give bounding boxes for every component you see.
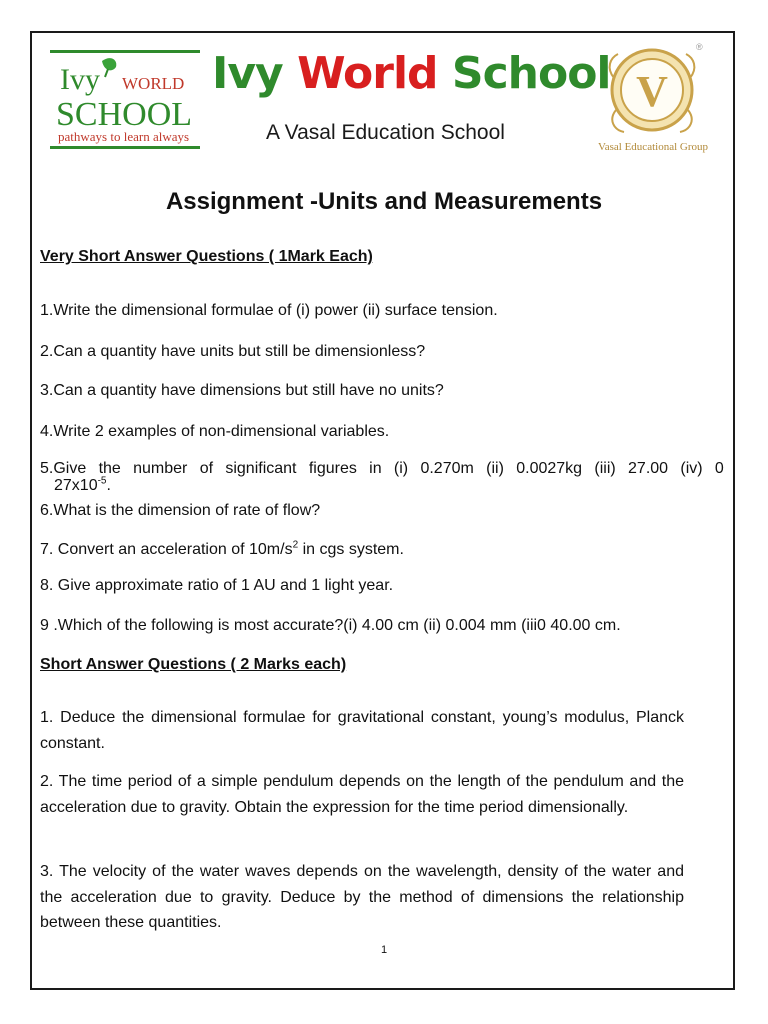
question-2-1: 1. Deduce the dimensional formulae for gravitational constant, young’s modulus, Planck constant. xyxy=(40,709,684,752)
school-tagline: A Vasal Education School xyxy=(266,121,505,144)
logo-school-text: SCHOOL xyxy=(56,96,193,133)
question-1-9: 9 .Which of the following is most accurate?(i) 4.00 cm (ii) 0.004 mm (iii0 40.00 cm. xyxy=(40,617,621,634)
school-name xyxy=(212,48,611,99)
assignment-title: Assignment -Units and Measurements xyxy=(165,188,603,215)
section-heading-very-short: Very Short Answer Questions ( 1Mark Each) xyxy=(40,248,373,265)
section-heading-short: Short Answer Questions ( 2 Marks each) xyxy=(40,656,347,673)
question-2-3: 3. The velocity of the water waves depends on the wavelength, density of the water and the acceleration due to gravity. Deduce by the method of dimensions the relationship between these quantities. xyxy=(40,863,684,931)
page-number: 1 xyxy=(380,944,388,956)
question-1-5-line2: $27x10^{-5}$. xyxy=(54,475,111,494)
question-1-2: 2.Can a quantity have units but still be dimensionless? xyxy=(40,343,426,360)
question-1-7: 7. Convert an acceleration of $10m/s^2$ in cgs system. xyxy=(40,539,404,558)
question-1-8: 8. Give approximate ratio of 1 AU and 1 light year. xyxy=(40,577,394,594)
logo-slogan-text: pathways to learn always xyxy=(58,129,190,144)
group-name: Vasal Educational Group xyxy=(598,141,708,153)
leaf-icon xyxy=(102,58,116,70)
question-1-5-line1: 5.Give the number of significant figures in (i) 0.270m (ii) 0.0027kg (iii) 27.00 (iv) 0 xyxy=(40,460,724,477)
school-name-ivy: Ivy xyxy=(212,48,283,99)
question-1-5 xyxy=(40,460,724,494)
question-1-4: 4.Write 2 examples of non-dimensional variables. xyxy=(40,423,390,440)
ivy-world-school-logo xyxy=(50,47,200,153)
question-1-6: 6.What is the dimension of rate of flow? xyxy=(40,502,321,519)
question-2-2: 2. The time period of a simple pendulum depends on the length of the pendulum and the acceleration due to gravity. Obtain the expression for the time period dimensionally. xyxy=(40,773,684,816)
registered-mark: ® xyxy=(696,42,703,52)
question-1-1: 1.Write the dimensional formulae of (i) power (ii) surface tension. xyxy=(40,302,498,319)
school-name-world: World xyxy=(297,48,438,99)
school-name-school: School xyxy=(451,48,611,99)
emblem-monogram: V xyxy=(636,67,668,116)
question-1-3: 3.Can a quantity have dimensions but still have no units? xyxy=(40,382,444,399)
logo-ivy-text: Ivy xyxy=(60,63,100,96)
logo-world-text: WORLD xyxy=(122,74,185,93)
